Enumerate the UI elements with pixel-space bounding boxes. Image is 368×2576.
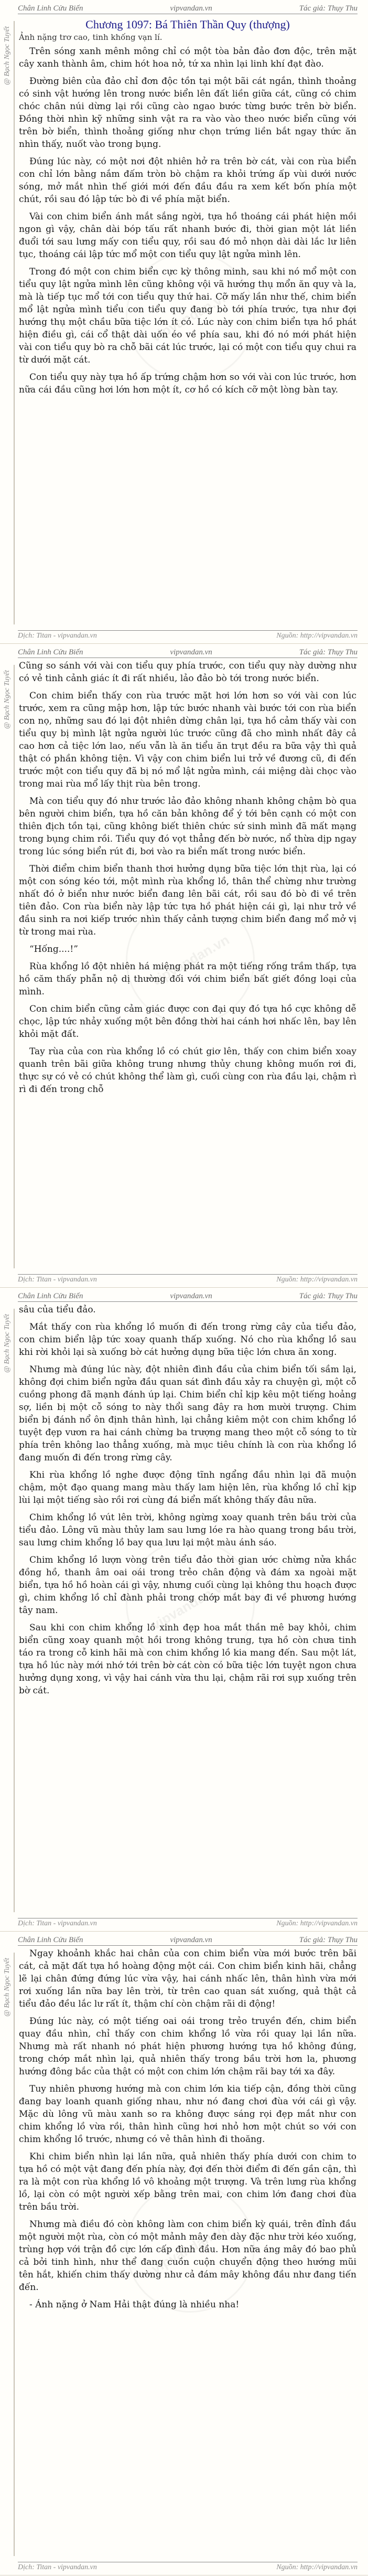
paragraph: Con chim biển thấy con rùa trước mặt hơi lớn hơn so với vài con lúc trước, xem ra cũng mập hơn, lập tức bước nhanh vài bước tới con rùa biển con nọ, những sau đó lại đột nhiên dừng chân lại, tựa hồ cảm thấy vài con tiểu quy bị mình lật ngửa người lúc trước cũng đã cho mình nhất đây cả cao hơn cả tiệc lớn lao, nếu vẫn là ăn tiểu ăn trụt đều ra bữa vậy thì quả thật có phần không tiện. Vì vậy con chim biển lui trở về đương cũ, đi đến trước một con tiểu quy đã bị nó mổ lật ngửa mình, cái miệng dài chọc vào trong mai rùa mổ lấy thịt rùa bên trong.: [19, 691, 356, 789]
header-book-title: Chân Linh Cửu Biến: [18, 648, 83, 656]
side-label: [1, 665, 15, 1268]
paragraph: Trong đó một con chim biển cực kỳ thông minh, sau khi nó mổ một con tiểu quy lật ngửa mình lên cũng không vội vã hướng thụ mổn ăn quy và la, mà là tiếp tục mổ tới con tiểu quy thứ hai. Cỡ mấy lần như thế, chim biển mổ lật ngửa mình tiểu con tiểu quy đang bò tới phía trước, tựa như đợi hướng thụ một chầu bữa tiệc lớn ít có. Lúc này con chim biển tựa hồ phát hiện điều gì, cái cổ thật dài uốn éo về phía sau, khi đó nó mới phát hiện vài con tiểu quy bò ra chỗ bãi cát lúc trước, lại có một con tiểu quy chui ra từ dưới mặt cát.: [19, 267, 356, 365]
paragraph: Sau khi con chim khổng lồ xinh đẹp hoa mắt thần mê bay khỏi, chim biển cũng xoay quanh một hồi trong không trung, tựa hồ còn chưa tinh táo ra trong cỗ kinh hãi mà con chim khổng lồ kia mang đến. Sau một lát, tựa hồ lúc này mới nhớ tới trên bờ cát còn có bữa tiệc lớn tuyệt ngon chưa hưởng dụng xong, vì vậy hai cánh vừa thu lại, chậm rãi rơi sụp xuống trên bờ cát.: [19, 1623, 356, 1696]
paragraph: Nhưng mà đúng lúc này, đột nhiên đình đầu của chim biển tối sầm lại, không đợi chim biển ngửa đầu quan sát đình đầu xảy ra chuyện gì, một cỗ cuồng phong đã mạnh đánh úp lại. Chim biển chỉ kịp kêu một tiếng hoảng sợ, liền bị một cỗ sóng to này thổi sang đây ra hơn mười trượng. Chim biển bị đánh nổ ôn định thân hình, lại chẳng kiêm một con chim khổng lồ tuyệt đẹp vươn ra hai cánh chừng ba trượng mang theo một cỗ sóng to từ phía trên không lao thẳng xuống, mà mục tiêu chính là con rùa khổng lồ đang muốn đi đến trong rừng cây.: [19, 1364, 356, 1463]
paragraph: Đúng lúc này, có một tiếng oai oái trong trẻo truyền đến, chim biển quay đầu nhìn, chỉ thấy con chim khổng lồ vừa rồi quay lại lần nữa. Nhưng mà rất nhanh nó phát hiện phương hướng tựa hồ không đúng, trong chớp mắt nhìn lại, quả nhiên thấy trong bầu trời hơn la, phương hướng đông bắc của thật có một con chim lớn chậm rãi bay tới xa đây.: [19, 2016, 356, 2077]
paragraph: Tuy nhiên phương hướng mà con chim lớn kia tiếp cận, đồng thời cũng đang bay loanh quanh giống nhau, như nó đang chơi đùa với cái gì vậy. Mặc dù lông vũ màu xanh so ra không được sáng rọi đẹp mắt như con chim khổng lồ vừa rồi, thân hình cũng hơi nhỏ hơn một chút so với con chim khổng lồ trước, nhưng có vẻ thân hình đi thoăng.: [19, 2084, 356, 2145]
header-site: vipvandan.vn: [170, 4, 212, 13]
paragraph: Tay rùa của con rùa khổng lồ có chút giơ lên, thấy con chim biển xoay quanh trên bãi giữa không trung nhưng thủy chung không muốn rơi đi, thực sự có vẻ có chút không thể làm gì, cuối cùng con rùa đầu lại, chậm rì rì đi đến trong chỗ: [19, 1046, 356, 1095]
paragraph: Vài con chim biển ánh mắt sắng ngời, tựa hồ thoáng cái phát hiện mồi ngon gì vậy, chân dài bóp tấu rất nhanh bước đi, thời gian một lát liền đuổi tới sau lưng mấy con tiểu quy, rồi sau đó mỏ nhọn dài dài lắc lư liên tục, thoáng cái lập tức mổ một con tiểu quy lật ngửa mình lên.: [19, 211, 356, 260]
page-header: [18, 647, 358, 658]
header-author: Tác giả: Thụy Thu: [299, 1291, 358, 1300]
footer-translator: Dịch: Titan - vipvandan.vn: [18, 1920, 97, 1927]
page-footer: [18, 1274, 358, 1285]
paragraph: - Ánh nặng ở Nam Hải thật đúng là nhiều nha!: [29, 2299, 240, 2310]
page-content: [19, 660, 356, 1271]
footer-source: Nguồn: http://vipvandan.vn: [276, 1276, 358, 1284]
paragraph: Chim khổng lồ vút lên trời, không ngừng xoay quanh trên bầu trời của tiểu đảo. Lông vũ màu thủy lam sau lưng lóe ra hào quang trong bầu trời, sau lưng chim khổng lồ bay qua lưu lại một màu ánh sáo.: [19, 1512, 356, 1548]
paragraph: Khi chim biển nhìn lại lần nữa, quả nhiên thấy phía dưới con chim to tựa hồ có một vật đang đến phía này, đợi đến thời điểm đi đến gần cận, thì ra là một con rùa khổng lồ vô khoảng một trượng. Và trên lưng rùa khổng lồ, lại còn có một người xếp bằng trên mai, con chim lớn đang chơi đùa trên bầu trời.: [19, 2151, 356, 2212]
header-book-title: Chân Linh Cửu Biến: [18, 1935, 83, 1944]
paragraph: Đúng lúc này, có một nơi đột nhiên hở ra trên bờ cát, vài con rùa biển con chỉ lớn bằng nắm đấm tròn bò chậm ra khỏi trứng ấp vùi dưới nước sóng, mở mắt nhìn thế giới mới đến đầu đầu ra xem kết bốn phía một chút, rồi sau đó lập tức bò đi về phía mặt biển.: [19, 156, 356, 205]
side-label: [1, 21, 15, 624]
paragraph: Nhưng mà điều đó còn không làm con chim biển kỳ quái, trên đỉnh đầu một người một rùa, còn có một mảnh mây đen dày đặc như trời kéo xuống, trùng hợp với trận đồ cực lớn cấp đình đầu. Hơn nữa áng mây đó bao phủ cả bởi tinh hình, như thể đang cuồn cuộn chuyển động theo hướng mũi tên hắt, khiến chim thấy dường như cả đám mây không đầu như đang tiến đến.: [19, 2219, 356, 2293]
paragraph: Con chim biển cũng cảm giác được con đại quy đó tựa hồ cực không dễ chọc, lập tức nhảy xuống một bên đồng thời hai cánh hơi nhấc lên, bay lên khỏi mặt đất.: [19, 1004, 356, 1040]
footer-source: Nguồn: http://vipvandan.vn: [276, 1920, 358, 1927]
page-header: [18, 3, 358, 14]
paragraph: Thời điểm chim biển thanh thơi hưởng dụng bữa tiệc lớn thịt rùa, lại có một con sóng kéo tới, một mình rùa khổng lồ, thân thể chừng như trường nhất đó ở biển như nước biển đang lên bãi cát, rồi sau đó bò đi về trên tiên đảo. Con rùa biển này lập tức tựa hồ phát hiện cái gì, lại như trở về đầu sinh ra nơi kiếp trước nhìn thấy cảnh tượng chim biển đang mổ mở vị từ trong mai rùa.: [19, 864, 356, 937]
page-header: [18, 1935, 358, 1946]
paragraph: Con tiểu quy này tựa hồ ấp trứng chậm hơn so với vài con lúc trước, hơn nữa cái đầu cũng hơi lớn hơn một ít, cơ hồ có kích cỡ một lòng bàn tay.: [19, 372, 356, 395]
watermark: vipvandan.vn: [102, 1516, 278, 1692]
watermark: vipvandan.vn: [102, 228, 278, 405]
footer-translator: Dịch: Titan - vipvandan.vn: [18, 2563, 97, 2571]
page-content: [19, 1947, 356, 2559]
header-site: vipvandan.vn: [170, 1935, 212, 1944]
paragraph: Chim khổng lồ lượn vòng trên tiểu đảo thời gian ước chừng nửa khắc đồng hồ, thanh âm oai oái trong trẻo chân động và đám xa ngoài mặt biển, tựa hồ hồ hoàn cái gì vậy, nhưng cuối cùng lại không thu hoạch được gì, chim khổng lồ chỉ đành phải trong chớp mắt bay đi về phương hướng tây nam.: [19, 1555, 356, 1616]
page-footer: [18, 1918, 358, 1929]
watermark: vipvandan.vn: [102, 2160, 278, 2336]
header-site: vipvandan.vn: [170, 1291, 212, 1300]
paragraph: Mắt thấy con rùa khổng lồ muốn đi đến trong rừng cây của tiểu đảo, con chim biển lập tức xoay quanh thấp xuống. Nó cho rùa khổng lồ sau khi rời khỏi lại sà xuống bờ cát hưởng dụng bữa tiệc lớn chưa ăn xong.: [19, 1322, 356, 1358]
paragraph: Trên sóng xanh mênh mông chỉ có một tòa bản đảo đơn độc, trên mặt cây xanh thành âm, chim hót hoa nở, tứ xa nhìn lại linh khí đạt đào.: [19, 46, 356, 69]
paragraph: Ngay khoảnh khắc hai chân của con chim biển vừa mới bước trên bãi cát, cả mặt đất tựa hồ hoàng động một cái. Con chim biển kinh hãi, chẳng lẽ lại chân đứng đứng lúc vừa vậy, hai cánh nhấc lên, thân hình vừa mới rơi xuống lần nữa bay lên trời, từ trên cao quan sát xuống, quả thật cả tiểu đảo đều lắc lư rất ít, thậm chí còn chậm rãi di động!: [19, 1948, 356, 2009]
paragraph: sâu của tiểu đảo.: [19, 1305, 96, 1315]
header-book-title: Chân Linh Cửu Biến: [18, 1291, 83, 1300]
footer-source: Nguồn: http://vipvandan.vn: [276, 2563, 358, 2571]
page-content: [19, 16, 356, 628]
header-author: Tác giả: Thụy Thu: [299, 1935, 358, 1944]
page-2: [0, 644, 368, 1288]
footer-source: Nguồn: http://vipvandan.vn: [276, 632, 358, 640]
side-label: [1, 1953, 15, 2556]
footer-translator: Dịch: Titan - vipvandan.vn: [18, 1276, 97, 1284]
side-label-text: @ Bạch Ngọc Tuyết: [3, 26, 11, 86]
side-label-text: @ Bạch Ngọc Tuyết: [3, 670, 11, 729]
header-book-title: Chân Linh Cửu Biến: [18, 4, 83, 13]
footer-translator: Dịch: Titan - vipvandan.vn: [18, 632, 97, 640]
chapter-epigraph: Ảnh nặng trơ cao, tinh khống vạn lí.: [19, 33, 163, 42]
page-4: [0, 1932, 368, 2575]
header-site: vipvandan.vn: [170, 648, 212, 656]
paragraph: “Hống....!”: [29, 944, 78, 955]
page-footer: [18, 630, 358, 641]
header-author: Tác giả: Thụy Thu: [299, 648, 358, 656]
paragraph: Rùa khổng lồ đột nhiên há miệng phát ra một tiếng rống trầm thấp, tựa hồ căm thấy phẫn nộ dị thường đối với chim biển bất giết đồng loại của mình.: [19, 961, 356, 997]
page-3: [0, 1288, 368, 1932]
watermark: vipvandan.vn: [102, 872, 278, 1048]
side-label-text: @ Bạch Ngọc Tuyết: [3, 1314, 11, 1373]
header-author: Tác giả: Thụy Thu: [299, 4, 358, 13]
page-header: [18, 1291, 358, 1302]
chapter-title: Chương 1097: Bá Thiên Thần Quy (thượng): [85, 18, 290, 31]
page-content: [19, 1303, 356, 1915]
side-label: [1, 1309, 15, 1912]
side-label-text: @ Bạch Ngọc Tuyết: [3, 1958, 11, 2017]
page-1: [0, 0, 368, 644]
paragraph: Đường biên của đảo chỉ đơn độc tồn tại một bãi cát ngắn, thình thoảng có sinh vật hướng lên trong nước biển lên đất liền giữa cát, cũng có chim chóc chân núi dừng lại rồi cũng cào ngao bước từng bước trên bờ biển. Đồng thời nhìn kỹ những sinh vật ra ra vào vào theo nước biển cũng với trên bờ biển, thình thoảng giống như chọn trứng liền bắt ngay thức ăn nhìn thấy, nuốt vào trong bụng.: [19, 76, 356, 150]
paragraph: Khi rùa khổng lồ nghe được động tĩnh ngẩng đầu nhìn lại đã muộn chậm, một đạo quang mang màu thấy lam hiện lên, rùa khổng lồ chỉ kịp lùi lại một tiếng sào rồi rơi cùng đá biển mất không thấy đâu nữa.: [19, 1470, 356, 1506]
page-footer: [18, 2562, 358, 2573]
paragraph: Mà con tiểu quy đó như trước lảo đảo không nhanh không chậm bò qua bên người chim biển, tựa hồ căn bản không để ý tới bên cạnh có một con thiên địch tồn tại, cũng không biết thiên chức sứ sinh mình đã mất mạng trong bụng chim rồi. Tiểu quy đó vọt thẳng đến bờ nước, nổ thừa dịp ngay trong lúc sóng biển rút đi, bơi vào ra biển mất trong nước biển.: [19, 796, 356, 857]
paragraph: Cũng so sánh với vài con tiểu quy phía trước, con tiểu quy này dường như có vẻ tinh cảnh giác ít đi rất nhiều, lảo đảo bò tới trong nước biển.: [19, 661, 356, 684]
